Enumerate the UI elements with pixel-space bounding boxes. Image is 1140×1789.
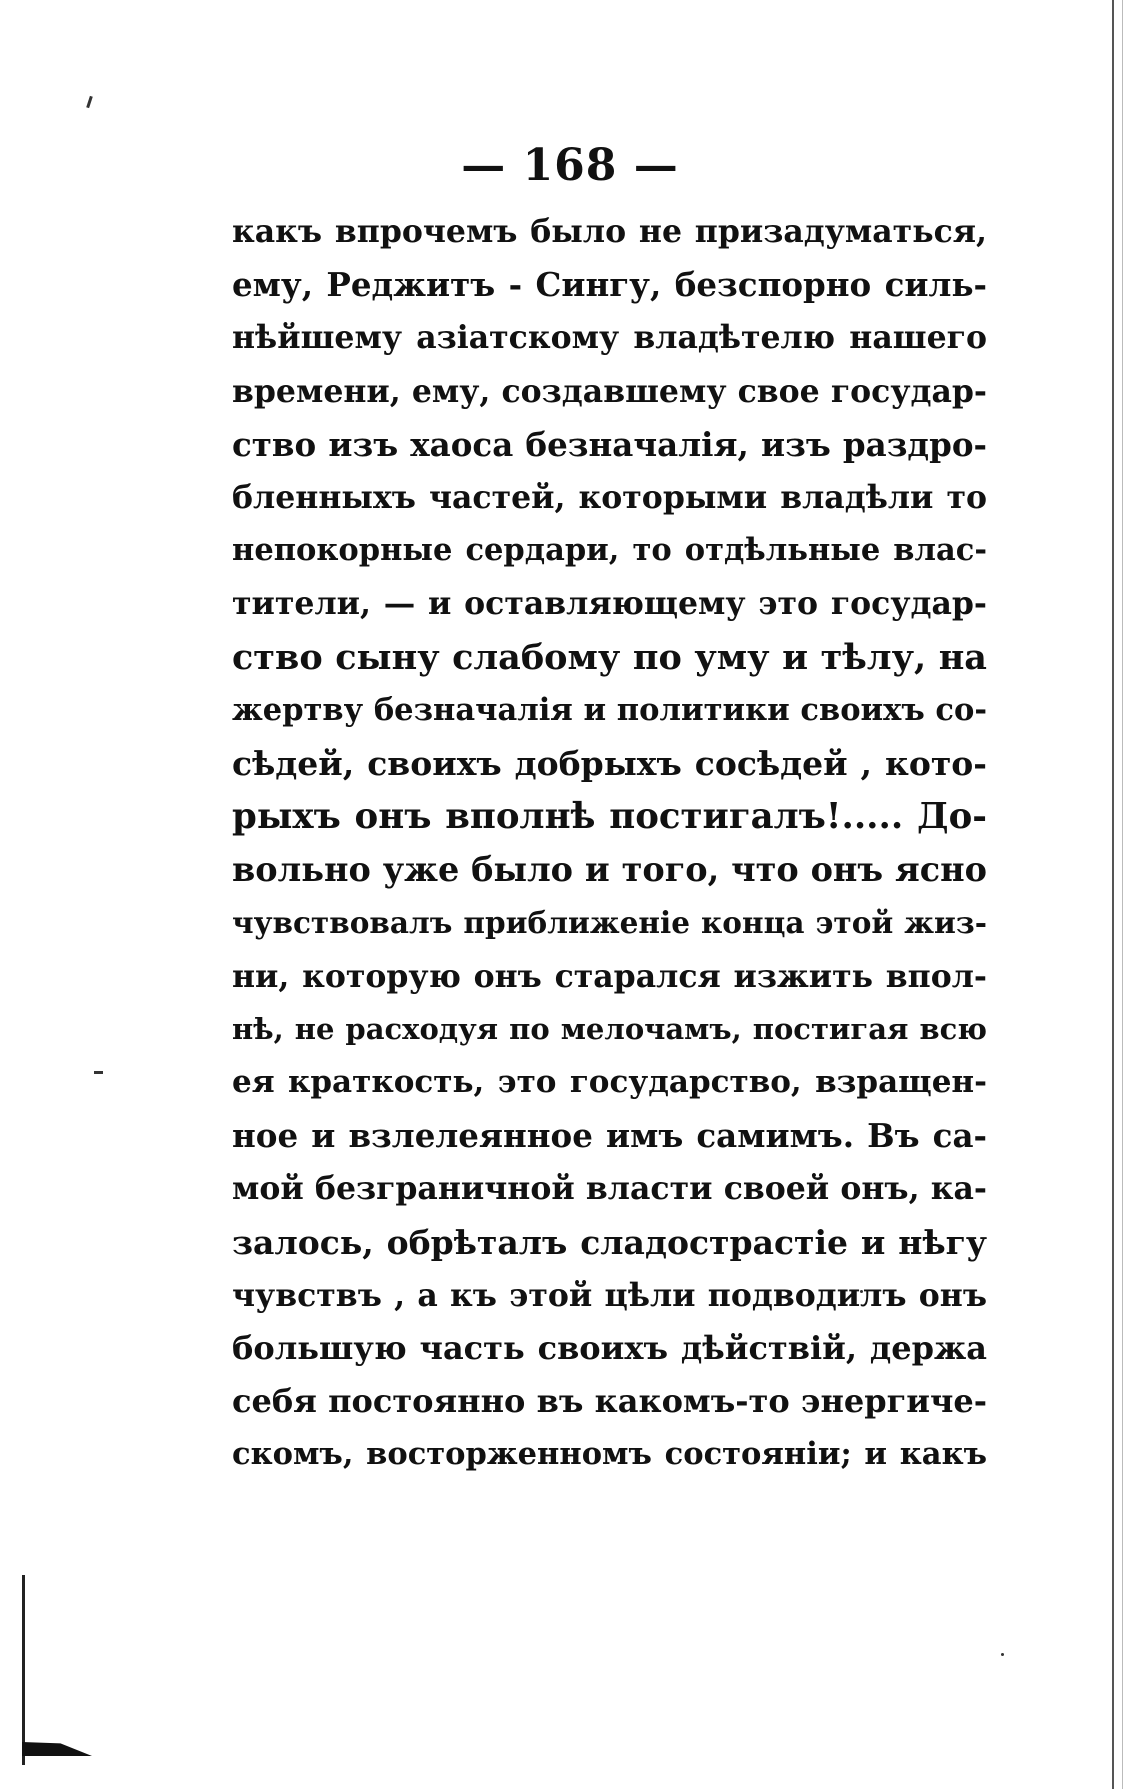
scan-speck — [1001, 1653, 1004, 1656]
text-line: вольно уже было и того, что онъ ясно — [232, 850, 987, 890]
text-line: времени, ему, создавшему свое государ- — [232, 372, 987, 410]
text-line: мой безграничной власти своей онъ, ка- — [232, 1170, 987, 1208]
scan-mark — [94, 1071, 103, 1074]
text-line: ство сыну слабому по уму и тѣлу, на — [232, 636, 987, 678]
text-line: ство изъ хаоса безначалія, изъ раздро- — [232, 424, 987, 464]
text-line: бленныхъ частей, которыми владѣли то — [232, 478, 987, 516]
text-line: скомъ, восторженномъ состояніи; и какъ — [232, 1436, 987, 1473]
text-line: большую часть своихъ дѣйствій, держа — [232, 1328, 987, 1367]
body-text — [232, 205, 987, 1482]
text-line: непокорные сердари, то отдѣльные влас- — [232, 532, 987, 569]
page-edge — [1122, 0, 1123, 1789]
scan-mark — [86, 96, 93, 108]
text-line: жертву безначалія и политики своихъ со- — [232, 691, 987, 728]
text-line: залось, обрѣталъ сладострастіе и нѣгу — [232, 1222, 987, 1262]
text-line: тители, — и оставляющему это государ- — [232, 585, 987, 623]
text-line: какъ впрочемъ было не призадуматься, — [232, 213, 987, 250]
text-line: нѣйшему азіатскому владѣтелю нашего — [232, 319, 987, 357]
text-line: рыхъ онъ вполнѣ постигалъ!..... До- — [232, 796, 987, 838]
text-line: ное и взлелеянное имъ самимъ. Въ са- — [232, 1116, 987, 1156]
text-line: чувствъ , а къ этой цѣли подводилъ онъ — [232, 1276, 987, 1314]
text-line: нѣ, не расходуя по мелочамъ, постигая всю — [232, 1011, 987, 1046]
text-line: ея краткость, это государство, взращен- — [232, 1064, 987, 1100]
text-line: сѣдей, своихъ добрыхъ сосѣдей , кото- — [232, 743, 987, 783]
text-line: ни, которую онъ старался изжить впол- — [232, 957, 987, 995]
page-edge — [1112, 0, 1114, 1789]
text-line: ему, Реджитъ - Сингу, безспорно силь- — [232, 265, 987, 305]
page-edge — [22, 1575, 25, 1765]
page-number: — 168 — — [461, 140, 679, 191]
text-line: чувствовалъ приближеніе конца этой жиз- — [232, 905, 987, 941]
text-line: себя постоянно въ какомъ-то энергиче- — [232, 1382, 987, 1421]
page-edge — [22, 1742, 92, 1756]
